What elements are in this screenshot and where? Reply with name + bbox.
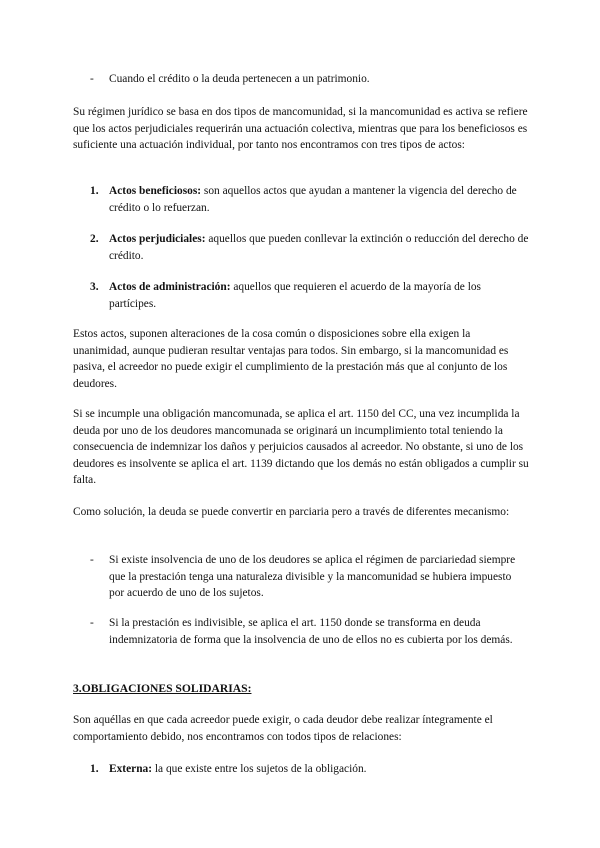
list-item-text — [109, 231, 529, 264]
list-item-text: Si existe insolvencia de uno de los deudores se aplica el régimen de parciariedad siempre que la prestación tenga una naturaleza divisible y la mancomunidad se hubiera impuesto por acuerdo de uno de los sujetos. — [109, 554, 516, 600]
list-number: 1. — [90, 185, 99, 197]
bullet-dash: - — [90, 617, 94, 629]
list-number: 1. — [90, 763, 99, 775]
bullet-dash: - — [90, 73, 94, 85]
list-item-text — [109, 279, 529, 312]
paragraph: Estos actos, suponen alteraciones de la cosa común o disposiciones sobre ella exigen la unanimidad, aunque pudieran resultar ventajas para todos. Sin embargo, si la mancomunidad es pasiva, el acreedor no puede exigir el cumplimiento de la prestación más que al conjunto de los deudores. — [73, 328, 509, 390]
list-item-text — [109, 761, 529, 778]
list-number: 3. — [90, 281, 99, 293]
section-heading: 3.OBLIGACIONES SOLIDARIAS: — [73, 682, 252, 695]
paragraph: Son aquéllas en que cada acreedor puede exigir, o cada deudor debe realizar íntegramente el comportamiento debido, nos encontramos con todos tipos de relaciones: — [73, 714, 493, 743]
list-item-term: Actos de administración: — [109, 281, 231, 293]
list-item-description: la que existe entre los sujetos de la obligación. — [152, 763, 367, 775]
list-item-description: aquellos que requieren el acuerdo de la mayoría de los partícipes. — [109, 281, 481, 310]
list-item-text — [109, 183, 529, 216]
list-item-text: Cuando el crédito o la deuda pertenecen a un patrimonio. — [109, 73, 370, 85]
list-item-description: aquellos que pueden conllevar la extinción o reducción del derecho de crédito. — [109, 233, 529, 262]
list-item-term: Actos beneficiosos: — [109, 185, 202, 197]
bullet-dash: - — [90, 554, 94, 566]
paragraph: Su régimen jurídico se basa en dos tipos de mancomunidad, si la mancomunidad es activa se refiere que los actos perjudiciales requerirán una actuación colectiva, mientras que para los beneficiosos es suficiente una actuación individual, por tanto nos encontramos con tres tipos de actos: — [73, 106, 528, 152]
list-item-term: Externa: — [109, 763, 153, 775]
list-item-term: Actos perjudiciales: — [109, 233, 206, 245]
paragraph: Como solución, la deuda se puede convertir en parciaria pero a través de diferentes mecanismo: — [73, 506, 510, 518]
list-item-description: son aquellos actos que ayudan a mantener la vigencia del derecho de crédito o lo refuerzan. — [109, 185, 517, 214]
paragraph: Si se incumple una obligación mancomunada, se aplica el art. 1150 del CC, una vez incumplida la deuda por uno de los deudores mancomunada se originará un incumplimiento total teniendo la consecuencia de indemnizar los daños y perjuicios causados al acreedor. No obstante, si uno de los deudores es insolvente se aplica el art. 1139 dictando que los demás no están obligados a cumplir su falta. — [73, 408, 529, 487]
list-item-text: Si la prestación es indivisible, se aplica el art. 1150 donde se transforma en deuda indemnizatoria de forma que la insolvencia de uno de ellos no es cubierta por los demás. — [109, 617, 513, 646]
list-number: 2. — [90, 233, 99, 245]
